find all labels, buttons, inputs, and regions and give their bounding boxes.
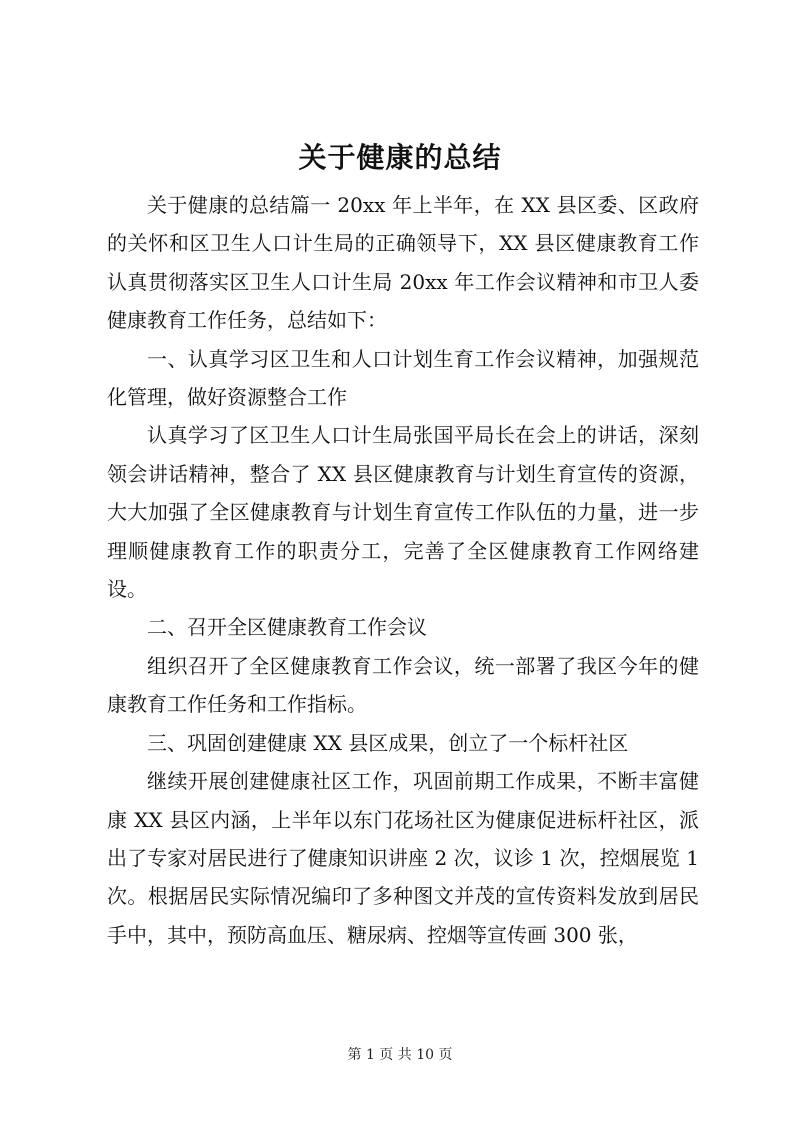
section-heading-3: 三、巩固创建健康 XX 县区成果，创立了一个标杆社区	[147, 730, 629, 755]
intro-paragraph: 关于健康的总结篇一 20xx 年上半年，在 XX 县区委、区政府的关怀和区卫生人口计生局的正确领导下，XX 县区健康教育工作认真贯彻落实区卫生人口计生局 20xx 年工作会议精神和市卫人委健康教育工作任务，总结如下：	[107, 193, 699, 333]
document-title: 关于健康的总结	[298, 141, 502, 174]
section-heading-2: 二、召开全区健康教育工作会议	[147, 615, 427, 640]
document-body	[107, 186, 699, 954]
page-number-footer: 第 1 页 共 10 页	[347, 1047, 453, 1063]
section-3-paragraph: 继续开展创建健康社区工作，巩固前期工作成果，不断丰富健康 XX 县区内涵，上半年以东门花场社区为健康促进标杆社区，派出了专家对居民进行了健康知识讲座 2 次，议诊 1 次，控烟展览 1 次。根据居民实际情况编印了多种图文并茂的宣传资料发放到居民手中，其中，预防高血压、糖尿病、控烟等宣传画 300 张，	[107, 769, 699, 947]
section-2-paragraph: 组织召开了全区健康教育工作会议，统一部署了我区今年的健康教育工作任务和工作指标。	[107, 653, 699, 717]
section-1-paragraph: 认真学习了区卫生人口计生局张国平局长在会上的讲话，深刻领会讲话精神，整合了 XX 县区健康教育与计划生育宣传的资源，大大加强了全区健康教育与计划生育宣传工作队伍的力量，进一步理顺健康教育工作的职责分工，完善了全区健康教育工作网络建设。	[107, 423, 699, 602]
section-heading-1: 一、认真学习区卫生和人口计划生育工作会议精神，加强规范化管理，做好资源整合工作	[107, 346, 699, 410]
